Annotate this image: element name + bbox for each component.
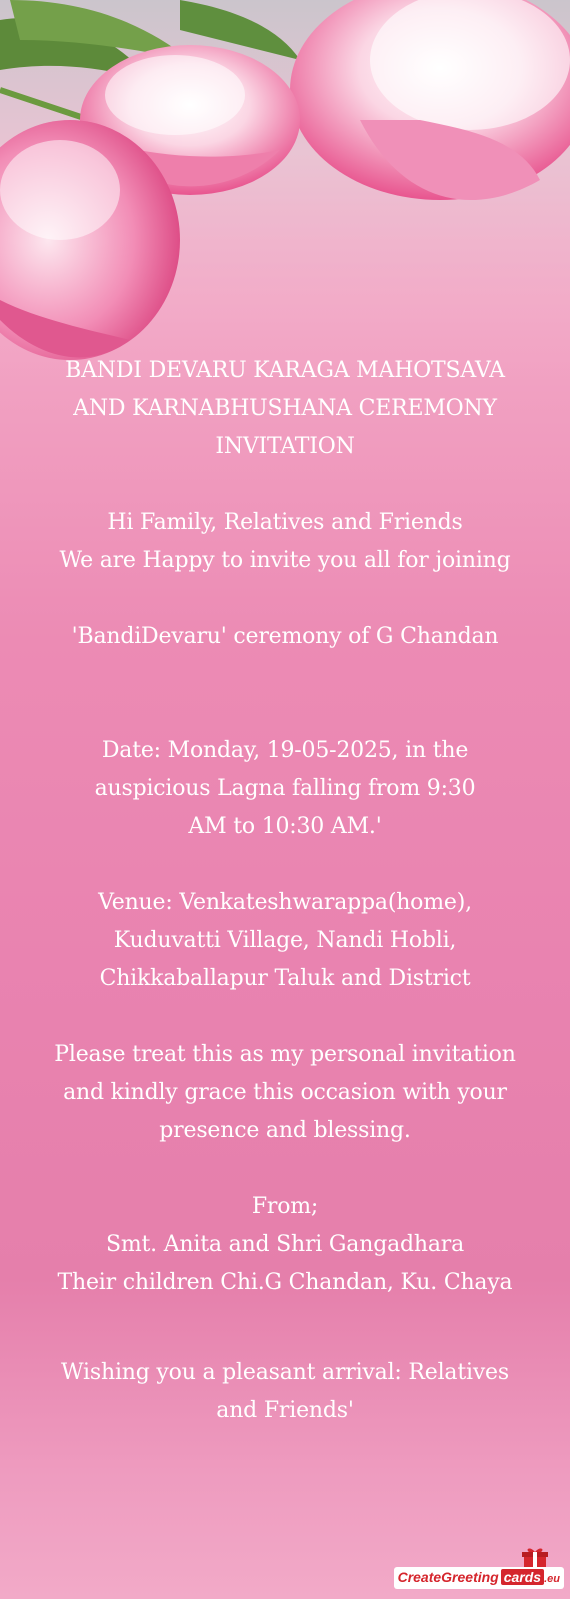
roses-image	[0, 0, 570, 380]
note-line: presence and blessing.	[159, 1118, 411, 1143]
logo-text	[394, 1567, 564, 1589]
from-parents: Smt. Anita and Shri Gangadhara	[105, 1232, 464, 1257]
closing-line: Wishing you a pleasant arrival: Relatives	[61, 1360, 509, 1385]
from-children: Their children Chi.G Chandan, Ku. Chaya	[57, 1270, 513, 1295]
venue-line: Chikkaballapur Taluk and District	[99, 966, 471, 991]
roses-decoration	[0, 0, 570, 380]
note-line: Please treat this as my personal invitation	[54, 1042, 516, 1067]
date-line: AM to 10:30 AM.'	[188, 814, 382, 839]
greeting-line: Hi Family, Relatives and Friends	[107, 510, 463, 535]
logo-cards: cards	[501, 1569, 544, 1585]
createsgreetingcards-logo[interactable]	[394, 1549, 564, 1589]
date-line: auspicious Lagna falling from 9:30	[94, 776, 476, 801]
invitation-text	[30, 352, 540, 1430]
title-line: BANDI DEVARU KARAGA MAHOTSAVA	[65, 358, 505, 383]
note-line: and kindly grace this occasion with your	[63, 1080, 507, 1105]
date-line: Date: Monday, 19-05-2025, in the	[101, 738, 469, 763]
greeting-line: We are Happy to invite you all for joining	[59, 548, 511, 573]
closing-line: and Friends'	[216, 1398, 354, 1423]
from-label: From;	[251, 1194, 319, 1219]
title-line: AND KARNABHUSHANA CEREMONY	[73, 396, 497, 421]
logo-tld: .eu	[544, 1573, 560, 1585]
title-line: INVITATION	[215, 434, 355, 459]
venue-line: Venue: Venkateshwarappa(home),	[98, 890, 472, 915]
ceremony-line: 'BandiDevaru' ceremony of G Chandan	[71, 624, 499, 649]
logo-main: CreateGreeting	[397, 1569, 499, 1585]
venue-line: Kuduvatti Village, Nandi Hobli,	[113, 928, 457, 953]
